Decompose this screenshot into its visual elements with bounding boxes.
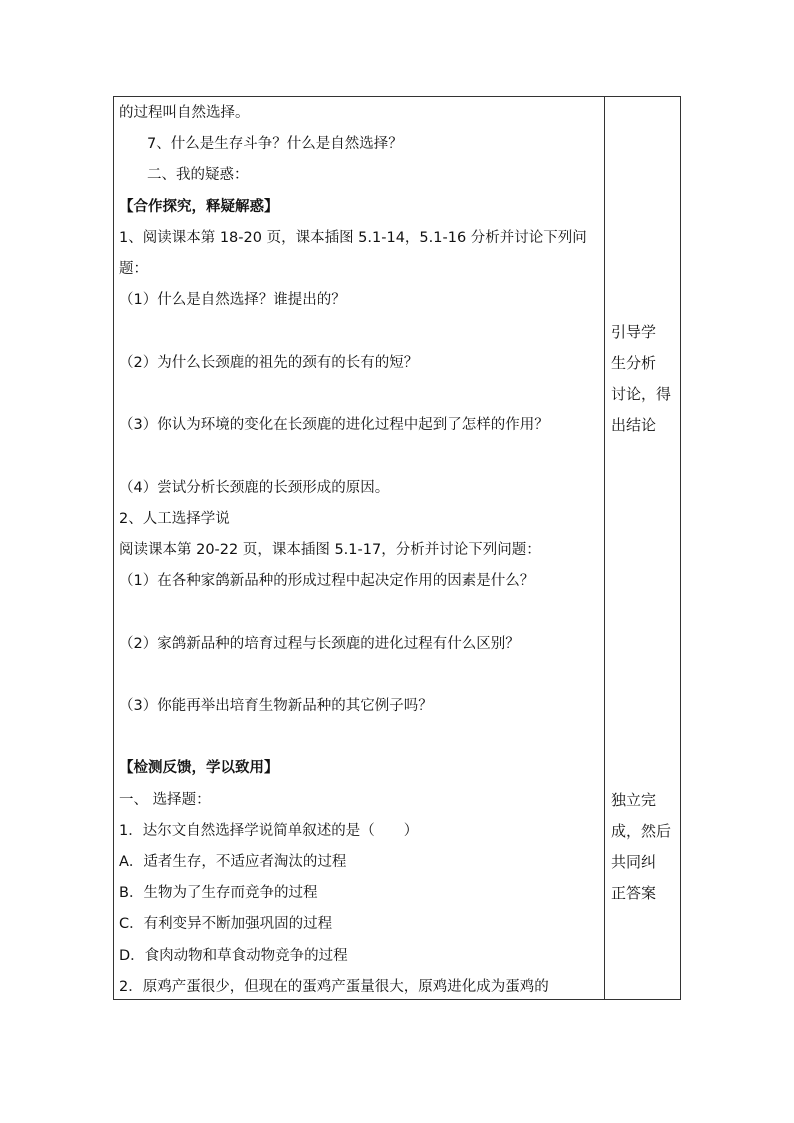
side-note-complete-line-1: 独立完 (611, 791, 657, 809)
option-b: B．生物为了生存而竞争的过程 (119, 885, 318, 901)
section-heading-cooperate: 【合作探究，释疑解惑】 (119, 199, 279, 215)
side-note-complete-line-2: 成，然后 (611, 822, 672, 840)
question-1-2: （2）为什么长颈鹿的祖先的颈有的长有的短？ (119, 355, 419, 371)
question-1-1: （1）什么是自然选择？谁提出的？ (119, 292, 346, 308)
side-note-complete-line-4: 正答案 (611, 884, 657, 902)
question-1-4: （4）尝试分析长颈鹿的长颈形成的原因。 (119, 480, 390, 496)
question-2-2: （2）家鸽新品种的培育过程与长颈鹿的进化过程有什么区别？ (119, 636, 520, 652)
question-2-1: （1）在各种家鸽新品种的形成过程中起决定作用的因素是什么？ (119, 573, 535, 589)
my-doubts-heading: 二、我的疑惑： (147, 167, 249, 183)
text-line: 的过程叫自然选择。 (119, 105, 250, 121)
option-c: C．有利变异不断加强巩固的过程 (119, 916, 333, 932)
section-heading-feedback: 【检测反馈，学以致用】 (119, 760, 279, 776)
question-1-3: （3）你认为环境的变化在长颈鹿的进化过程中起到了怎样的作用？ (119, 417, 549, 433)
task-1-continued: 题： (119, 261, 148, 277)
side-note-guide-line-4: 出结论 (611, 416, 657, 434)
choice-section-title: 一、 选择题： (119, 792, 211, 808)
question-7: 7、什么是生存斗争？什么是自然选择？ (147, 136, 403, 152)
lesson-table (113, 96, 681, 1000)
option-a: A．适者生存，不适应者淘汰的过程 (119, 854, 347, 870)
column-divider (604, 97, 605, 999)
mc-question-1: 1．达尔文自然选择学说简单叙述的是（ ） (119, 823, 419, 839)
task-1: 1、阅读课本第 18-20 页，课本插图 5.1-14，5.1-16 分析并讨论下列问 (119, 230, 587, 246)
side-note-guide-line-3: 讨论，得 (611, 385, 672, 403)
side-note-guide-line-2: 生分析 (611, 354, 657, 372)
option-d: D．食肉动物和草食动物竞争的过程 (119, 948, 348, 964)
mc-question-2: 2．原鸡产蛋很少，但现在的蛋鸡产蛋量很大，原鸡进化成为蛋鸡的 (119, 979, 549, 995)
side-note-complete-line-3: 共同纠 (611, 853, 657, 871)
task-2-instruction: 阅读课本第 20-22 页，课本插图 5.1-17，分析并讨论下列问题： (119, 542, 541, 558)
side-note-guide-line-1: 引导学 (611, 323, 657, 341)
task-2-title: 2、人工选择学说 (119, 511, 230, 527)
question-2-3: （3）你能再举出培育生物新品种的其它例子吗？ (119, 698, 433, 714)
